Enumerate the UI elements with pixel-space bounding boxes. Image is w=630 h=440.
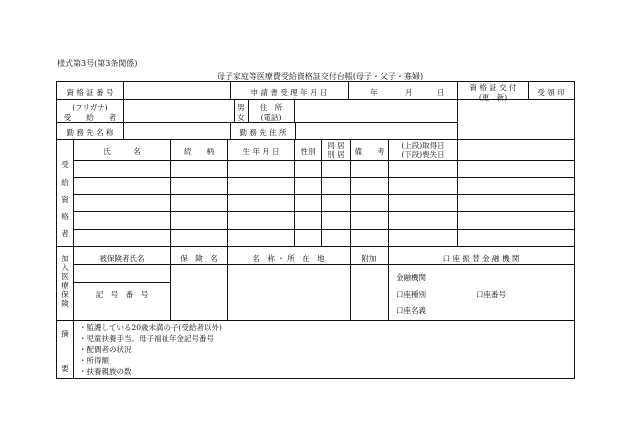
workplace-name-label: 勤 務 先 名 称 [66,128,114,137]
insurance-side-label-3: 医 [61,272,69,281]
workplace-address-field[interactable] [296,123,457,139]
recipient-name-field[interactable] [124,100,234,122]
recipient-label: 受 給 者 [63,113,117,122]
cert-issue-label: 資 格 証 交 付 [469,83,517,92]
table-rule-h [73,264,575,265]
eligible-side-label-4: 格 [61,212,69,221]
date-day-label: 日 [437,88,445,97]
col-remarks-header: 備 考 [354,147,385,156]
phone-label: (電話) [260,113,282,122]
insurance-side-label-5: 保 [61,290,69,299]
table-rule-h [56,320,575,321]
table-rule-v [73,320,74,379]
table-rule-h [73,194,575,195]
summary-note-spouse: ・配偶者の状況 [79,345,132,354]
eligible-side-label-3: 資 [61,195,69,204]
table-rule-v [574,81,575,379]
table-rule-h [73,160,575,161]
table-rule-h [73,177,575,178]
address-label: 住 所 [259,103,283,112]
eligible-side-label-1: 受 [61,160,69,169]
table-rule-h [56,378,575,379]
summary-note-allowance: ・児童扶養手当、母子福祉年金記号番号 [79,334,214,343]
col-acquired-header: (上段)取得日 [401,141,445,150]
cert-issue-sub-label: (更 新) [478,93,508,102]
form-number-label: 様式第3号(第3条関係) [57,59,138,68]
insurance-side-label-6: 険 [61,299,69,308]
furigana-label: (フリガナ) [72,103,108,112]
cert-number-label: 資 格 証 番 号 [66,88,114,97]
col-cohabit-header-bottom: 別 居 [327,150,345,159]
table-rule-h [56,139,575,140]
table-rule-v [457,139,458,247]
name-address-header: 名 称 ・ 所 在 地 [252,254,325,263]
workplace-address-label: 勤 務 先 住 所 [239,128,287,137]
table-rule-h [73,211,575,212]
receipt-seal-label: 受 領 印 [537,88,565,97]
workplace-name-field[interactable] [124,123,230,139]
bank-label: 金融機関 [396,273,426,282]
symbol-number-label: 記 号 番 号 [95,290,149,299]
table-rule-h [73,229,575,230]
insurance-side-label-2: 入 [61,263,69,272]
insurance-side-label-4: 療 [61,281,69,290]
table-rule-h [56,246,575,247]
gender-male-label[interactable]: 男 [237,103,245,112]
address-field[interactable] [295,100,457,122]
summary-note-children: ・監護している20歳未満の子(受給者以外) [79,323,222,332]
form-title: 母子家庭等医療費受給資格証交付台帳(母子・父子・寡婦) [216,72,424,81]
summary-note-income: ・所得額 [79,356,109,365]
account-number-label: 口座番号 [476,290,506,299]
col-sex-header: 性別 [300,147,316,156]
summary-side-label-top: 摘 [61,329,69,338]
summary-side-label-bottom: 要 [61,364,69,373]
bank-transfer-header: 口 座 振 替 金 融 機 関 [442,254,520,263]
insurer-header: 保 険 名 [180,254,218,263]
table-rule-h [73,282,171,283]
table-rule-v [348,81,349,100]
table-rule-v [350,246,351,321]
col-relation-header: 続 柄 [184,147,214,156]
summary-note-dependents: ・扶養親族の数 [79,367,132,376]
account-name-label: 口座名義 [396,306,426,315]
application-date-label: 申 請 書 受 理 年 月 日 [250,88,328,97]
col-lost-header: (下段)喪失日 [401,150,445,159]
col-name-header: 氏 名 [103,147,141,156]
gender-female-label[interactable]: 女 [237,113,245,122]
dependent-header: 附加 [361,254,377,263]
insurance-side-label-1: 加 [61,254,69,263]
col-birthdate-header: 生 年 月 日 [242,147,280,156]
cert-number-field[interactable] [124,82,230,99]
date-year-label: 年 [370,88,378,97]
account-type-label: 口座種別 [396,290,426,299]
date-month-label: 月 [405,88,413,97]
eligible-side-label-5: 者 [61,229,69,238]
insured-name-header: 被保険者氏名 [99,254,145,263]
col-cohabit-header-top: 同 居 [327,141,345,150]
eligible-side-label-2: 給 [61,178,69,187]
